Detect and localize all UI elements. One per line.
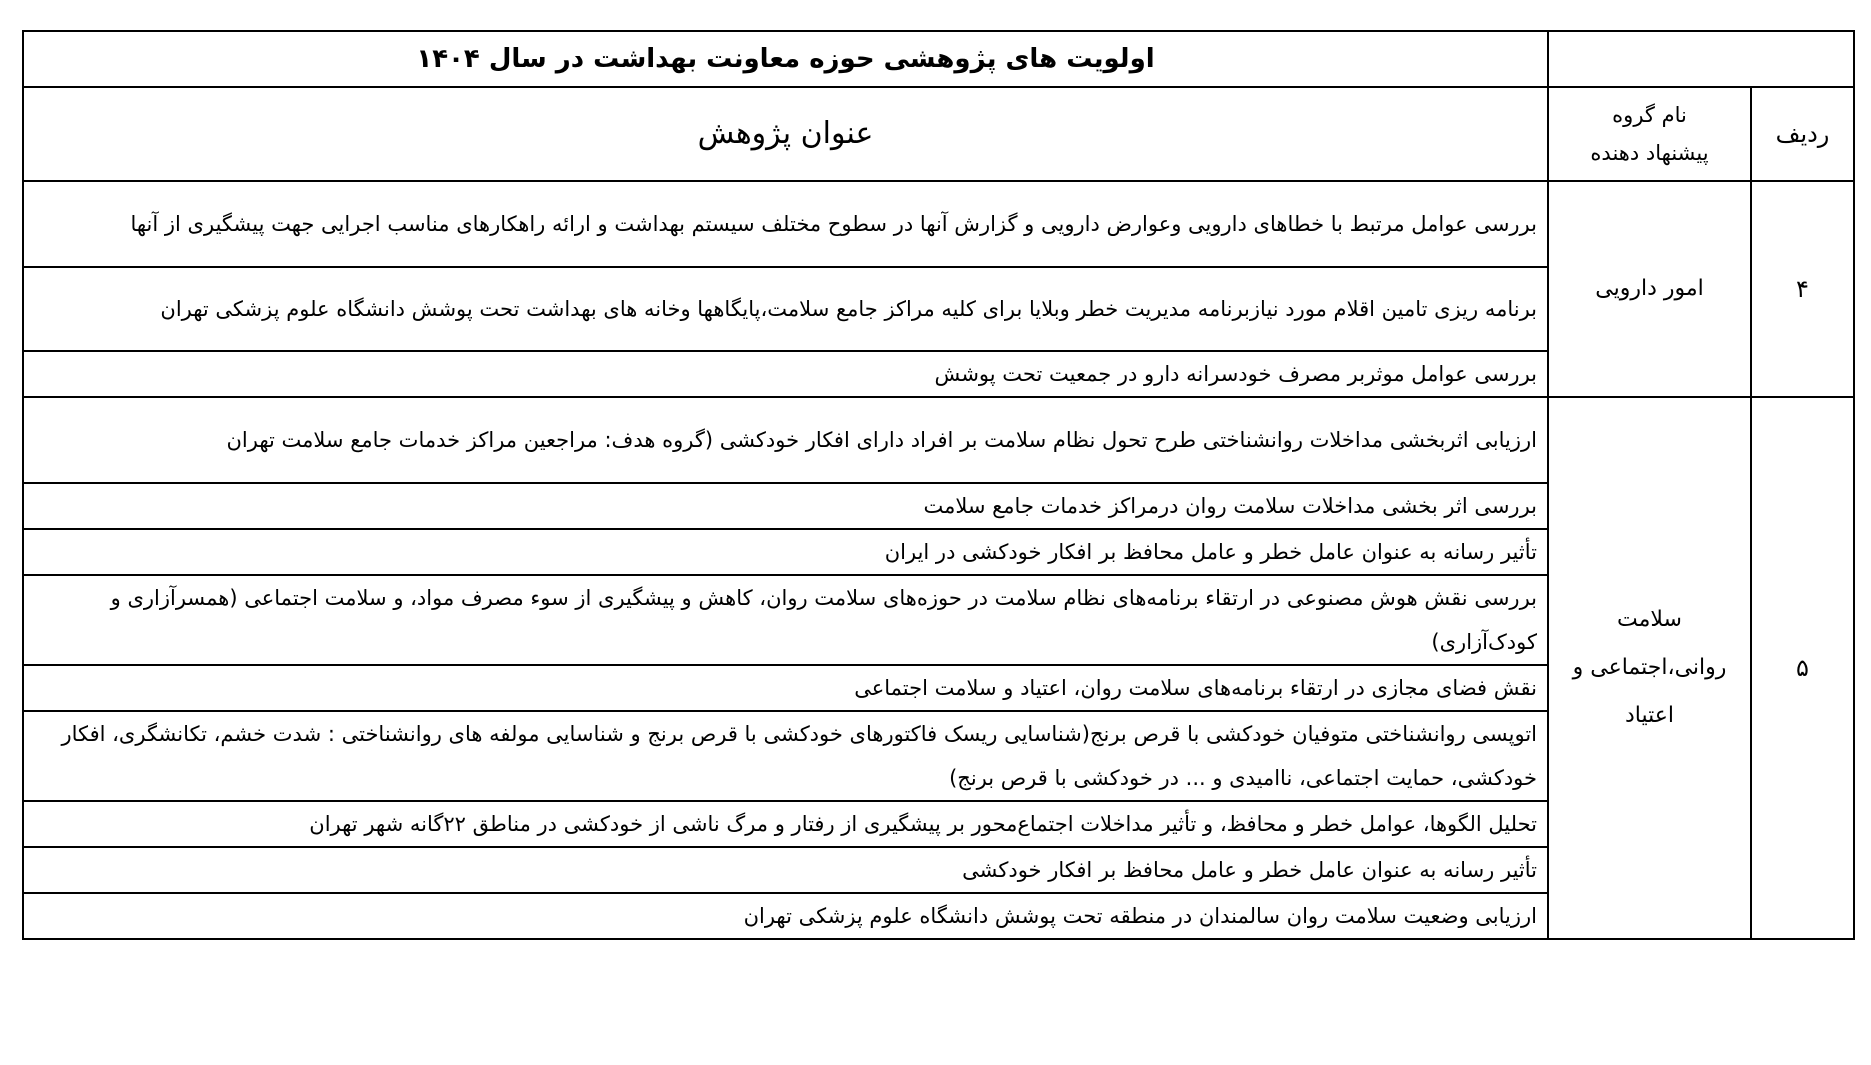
- research-item: اتوپسی روانشناختی متوفیان خودکشی با قرص برنج(شناسایی ریسک فاکتورهای خودکشی با قرص برنج و شناسایی مولفه های روانشناختی : شدت خشم، تکانشگری، افکار خودکشی، حمایت اجتماعی، ناامیدی و ... در خودکشی با قرص برنج): [23, 711, 1548, 801]
- group-line-3: اعتیاد: [1624, 703, 1675, 728]
- row-number-4: ۴: [1751, 181, 1854, 397]
- page-title: اولویت های پژوهشی حوزه معاونت بهداشت در سال ۱۴۰۴: [23, 31, 1548, 87]
- group-mental-social-addiction: [1548, 397, 1751, 939]
- blank-title-cell: [1548, 31, 1854, 87]
- research-item: ارزیابی اثربخشی مداخلات روانشناختی طرح تحول نظام سلامت بر افراد دارای افکار خودکشی (گروه هدف: مراجعین مراکز خدمات جامع سلامت تهران: [23, 397, 1548, 483]
- group-line-2: روانی،اجتماعی و: [1572, 655, 1727, 680]
- research-item: برنامه ریزی تامین اقلام مورد نیازبرنامه مدیریت خطر وبلایا برای کلیه مراکز جامع سلامت،پایگاهها وخانه های بهداشت تحت پوشش دانشگاه علوم پزشکی تهران: [23, 267, 1548, 351]
- header-group-name: [1548, 87, 1751, 181]
- header-group-line-1: نام گروه: [1612, 103, 1687, 127]
- research-item: تحلیل الگوها، عوامل خطر و محافظ، و تأثیر مداخلات اجتماع‌محور بر پیشگیری از رفتار و مرگ ناشی از خودکشی در مناطق ۲۲گانه شهر تهران: [23, 801, 1548, 847]
- research-item: تأثیر رسانه به عنوان عامل خطر و عامل محافظ بر افکار خودکشی در ایران: [23, 529, 1548, 575]
- header-row-number: ردیف: [1751, 87, 1854, 181]
- research-item: تأثیر رسانه به عنوان عامل خطر و عامل محافظ بر افکار خودکشی: [23, 847, 1548, 893]
- header-group-line-2: پیشنهاد دهنده: [1590, 141, 1709, 165]
- research-item: بررسی عوامل موثربر مصرف خودسرانه دارو در جمعیت تحت پوشش: [23, 351, 1548, 397]
- research-item: بررسی اثر بخشی مداخلات سلامت روان درمراکز خدمات جامع سلامت: [23, 483, 1548, 529]
- research-item: نقش فضای مجازی در ارتقاء برنامه‌های سلامت روان، اعتیاد و سلامت اجتماعی: [23, 665, 1548, 711]
- group-pharmacy: امور دارویی: [1548, 181, 1751, 397]
- group-line-1: سلامت: [1617, 607, 1682, 632]
- research-item: بررسی نقش هوش مصنوعی در ارتقاء برنامه‌های نظام سلامت در حوزه‌های سلامت روان، کاهش و پیشگیری از سوء مصرف مواد، و سلامت اجتماعی (همسرآزاری و کودک‌آزاری): [23, 575, 1548, 665]
- research-priorities-table: [22, 30, 1855, 940]
- row-number-5: ۵: [1751, 397, 1854, 939]
- research-item: بررسی عوامل مرتبط با خطاهای دارویی وعوارض دارویی و گزارش آنها در سطوح مختلف سیستم بهداشت و ارائه راهکارهای مناسب اجرایی جهت پیشگیری از آنها: [23, 181, 1548, 267]
- header-research-title: عنوان پژوهش: [23, 87, 1548, 181]
- research-item: ارزیابی وضعیت سلامت روان سالمندان در منطقه تحت پوشش دانشگاه علوم پزشکی تهران: [23, 893, 1548, 939]
